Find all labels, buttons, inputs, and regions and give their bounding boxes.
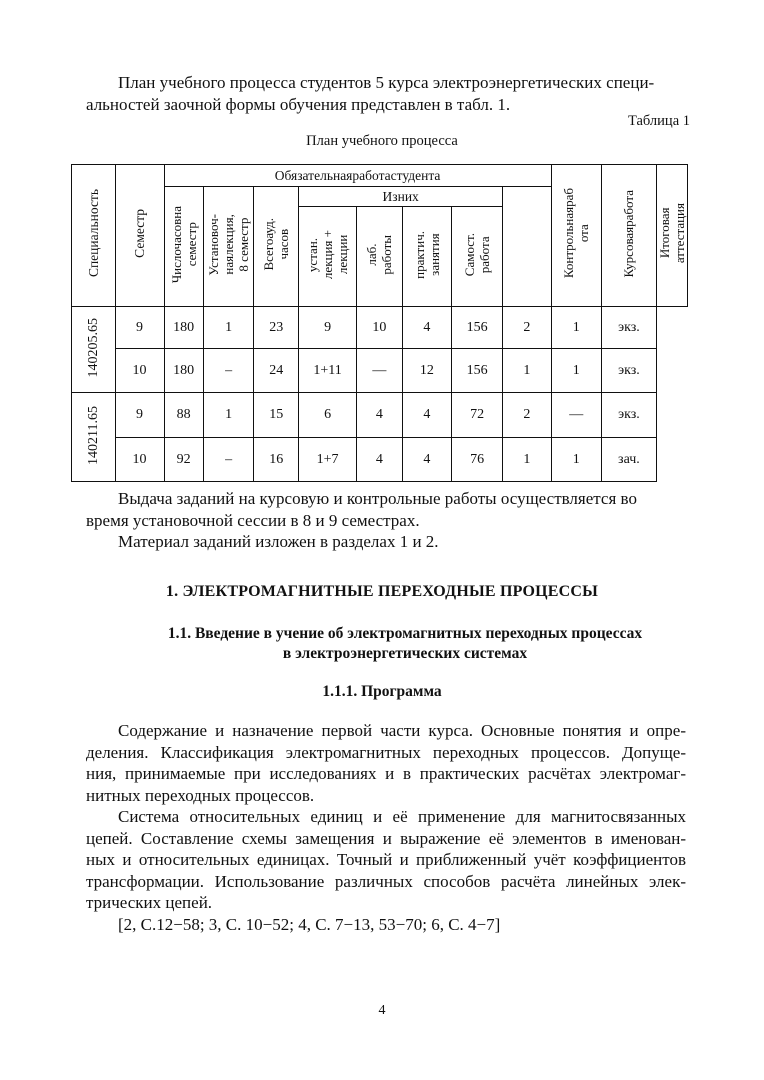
lab-cell: 10 bbox=[357, 307, 403, 349]
header-specialty: Специальность bbox=[72, 165, 116, 307]
final-attestation-cell: экз. bbox=[601, 349, 656, 393]
classroom-total-cell: 15 bbox=[254, 393, 299, 438]
section-heading: 1. ЭЛЕКТРОМАГНИТНЫЕ ПЕРЕХОДНЫЕ ПРОЦЕССЫ bbox=[165, 583, 599, 600]
practice-cell: 12 bbox=[402, 349, 451, 393]
install-lectures-cell: 1+11 bbox=[299, 349, 357, 393]
program-p1-line-1: Содержание и назначение первой части курса. Основные понятия и опре- bbox=[118, 721, 686, 740]
lab-cell: 4 bbox=[357, 393, 403, 438]
final-attestation-cell: экз. bbox=[601, 307, 656, 349]
header-of-them: Изних bbox=[299, 187, 503, 207]
course-work-cell: 1 bbox=[551, 307, 601, 349]
practice-cell: 4 bbox=[402, 307, 451, 349]
orientation-cell: – bbox=[203, 438, 254, 482]
program-p2-line-2: цепей. Составление схемы замещения и выражение её элементов в именован- bbox=[86, 828, 686, 848]
table-row bbox=[72, 438, 688, 482]
control-work-cell: 2 bbox=[503, 393, 551, 438]
program-paragraphs bbox=[86, 720, 686, 935]
table-row bbox=[72, 307, 688, 349]
program-references: [2, С.12−58; 3, С. 10−52; 4, С. 7−13, 53−70; 6, С. 4−7] bbox=[118, 914, 501, 934]
table-label: Таблица 1 bbox=[627, 113, 690, 129]
self-study-cell: 156 bbox=[452, 349, 503, 393]
course-work-cell: 1 bbox=[551, 349, 601, 393]
header-semester: Семестр bbox=[115, 165, 164, 307]
self-study-cell: 76 bbox=[452, 438, 503, 482]
intro-line-2: альностей заочной формы обучения представлен в табл. 1. bbox=[86, 94, 511, 114]
program-p2-line-4: трансформации. Использование различных способов расчёта линейных элек- bbox=[86, 871, 686, 891]
intro-paragraph bbox=[86, 72, 686, 115]
table-title: План учебного процесса bbox=[306, 133, 458, 149]
assignment-paragraph bbox=[86, 488, 686, 553]
orientation-cell: – bbox=[203, 349, 254, 393]
program-p2-line-1: Система относительных единиц и её применение для магнитосвязанных bbox=[118, 807, 686, 826]
hours-total-cell: 88 bbox=[164, 393, 203, 438]
header-lab: лаб. работы bbox=[357, 207, 403, 307]
header-final-attestation: Итоговая аттестация bbox=[657, 165, 688, 307]
header-self-study: Самост. работа bbox=[452, 207, 503, 307]
course-work-cell: 1 bbox=[551, 438, 601, 482]
final-attestation-cell: зач. bbox=[601, 438, 656, 482]
assignment-line-2: время установочной сессии в 8 и 9 семестрах. bbox=[86, 510, 420, 530]
control-work-cell: 2 bbox=[503, 307, 551, 349]
study-plan-table bbox=[71, 164, 688, 482]
hours-total-cell: 180 bbox=[164, 349, 203, 393]
page-number: 4 bbox=[378, 1003, 386, 1018]
classroom-total-cell: 24 bbox=[254, 349, 299, 393]
header-hours-total: Числочасовна семестр bbox=[164, 187, 203, 307]
header-mandatory-group: Обязательнаяработастудента bbox=[164, 165, 551, 187]
specialty-cell: 140211.65 bbox=[72, 393, 116, 482]
install-lectures-cell: 9 bbox=[299, 307, 357, 349]
orientation-cell: 1 bbox=[203, 307, 254, 349]
self-study-cell: 72 bbox=[452, 393, 503, 438]
install-lectures-cell: 1+7 bbox=[299, 438, 357, 482]
subsection-heading-line-2: в электроэнергетических системах bbox=[282, 645, 528, 662]
program-p1-line-2: деления. Классификация электромагнитных переходных процессов. Допуще- bbox=[86, 742, 686, 762]
table-row bbox=[72, 393, 688, 438]
assignment-line-1: Выдача заданий на курсовую и контрольные работы осуществляется во bbox=[118, 489, 637, 508]
practice-cell: 4 bbox=[402, 393, 451, 438]
semester-cell: 9 bbox=[115, 393, 164, 438]
program-p2-line-3: ных и относительных единицах. Точный и приближенный учёт коэффициентов bbox=[86, 850, 686, 869]
semester-cell: 10 bbox=[115, 349, 164, 393]
control-work-cell: 1 bbox=[503, 438, 551, 482]
header-course-work: Курсоваяработа bbox=[601, 165, 656, 307]
program-heading: 1.1.1. Программа bbox=[322, 683, 442, 700]
classroom-total-cell: 23 bbox=[254, 307, 299, 349]
practice-cell: 4 bbox=[402, 438, 451, 482]
final-attestation-cell: экз. bbox=[601, 393, 656, 438]
hours-total-cell: 92 bbox=[164, 438, 203, 482]
intro-line-1: План учебного процесса студентов 5 курса электроэнергетических специ- bbox=[118, 73, 655, 92]
specialty-cell: 140205.65 bbox=[72, 307, 116, 393]
header-practice: практич. занятия bbox=[402, 207, 451, 307]
header-classroom-total: Всегоауд. часов bbox=[254, 187, 299, 307]
subsection-heading-line-1: 1.1. Введение в учение об электромагнитных переходных процессах bbox=[167, 625, 643, 642]
install-lectures-cell: 6 bbox=[299, 393, 357, 438]
table-row bbox=[72, 349, 688, 393]
hours-total-cell: 180 bbox=[164, 307, 203, 349]
header-orientation: Установоч- наялекция, 8 семестр bbox=[203, 187, 254, 307]
program-p2-line-5: трических цепей. bbox=[86, 893, 213, 912]
program-p1-line-4: нитных переходных процессов. bbox=[86, 785, 315, 805]
self-study-cell: 156 bbox=[452, 307, 503, 349]
header-install-lectures: устан. лекция + лекции bbox=[299, 207, 357, 307]
semester-cell: 9 bbox=[115, 307, 164, 349]
table-header-row-1 bbox=[72, 165, 688, 187]
orientation-cell: 1 bbox=[203, 393, 254, 438]
lab-cell: — bbox=[357, 349, 403, 393]
header-control-work: Контрольнаяраб ота bbox=[551, 165, 601, 307]
material-line: Материал заданий изложен в разделах 1 и 2. bbox=[118, 532, 439, 551]
subsection-heading bbox=[120, 624, 690, 664]
control-work-cell: 1 bbox=[503, 349, 551, 393]
lab-cell: 4 bbox=[357, 438, 403, 482]
classroom-total-cell: 16 bbox=[254, 438, 299, 482]
program-p1-line-3: ния, принимаемые при исследованиях и в практических расчётах электромаг- bbox=[86, 764, 686, 783]
semester-cell: 10 bbox=[115, 438, 164, 482]
course-work-cell: — bbox=[551, 393, 601, 438]
